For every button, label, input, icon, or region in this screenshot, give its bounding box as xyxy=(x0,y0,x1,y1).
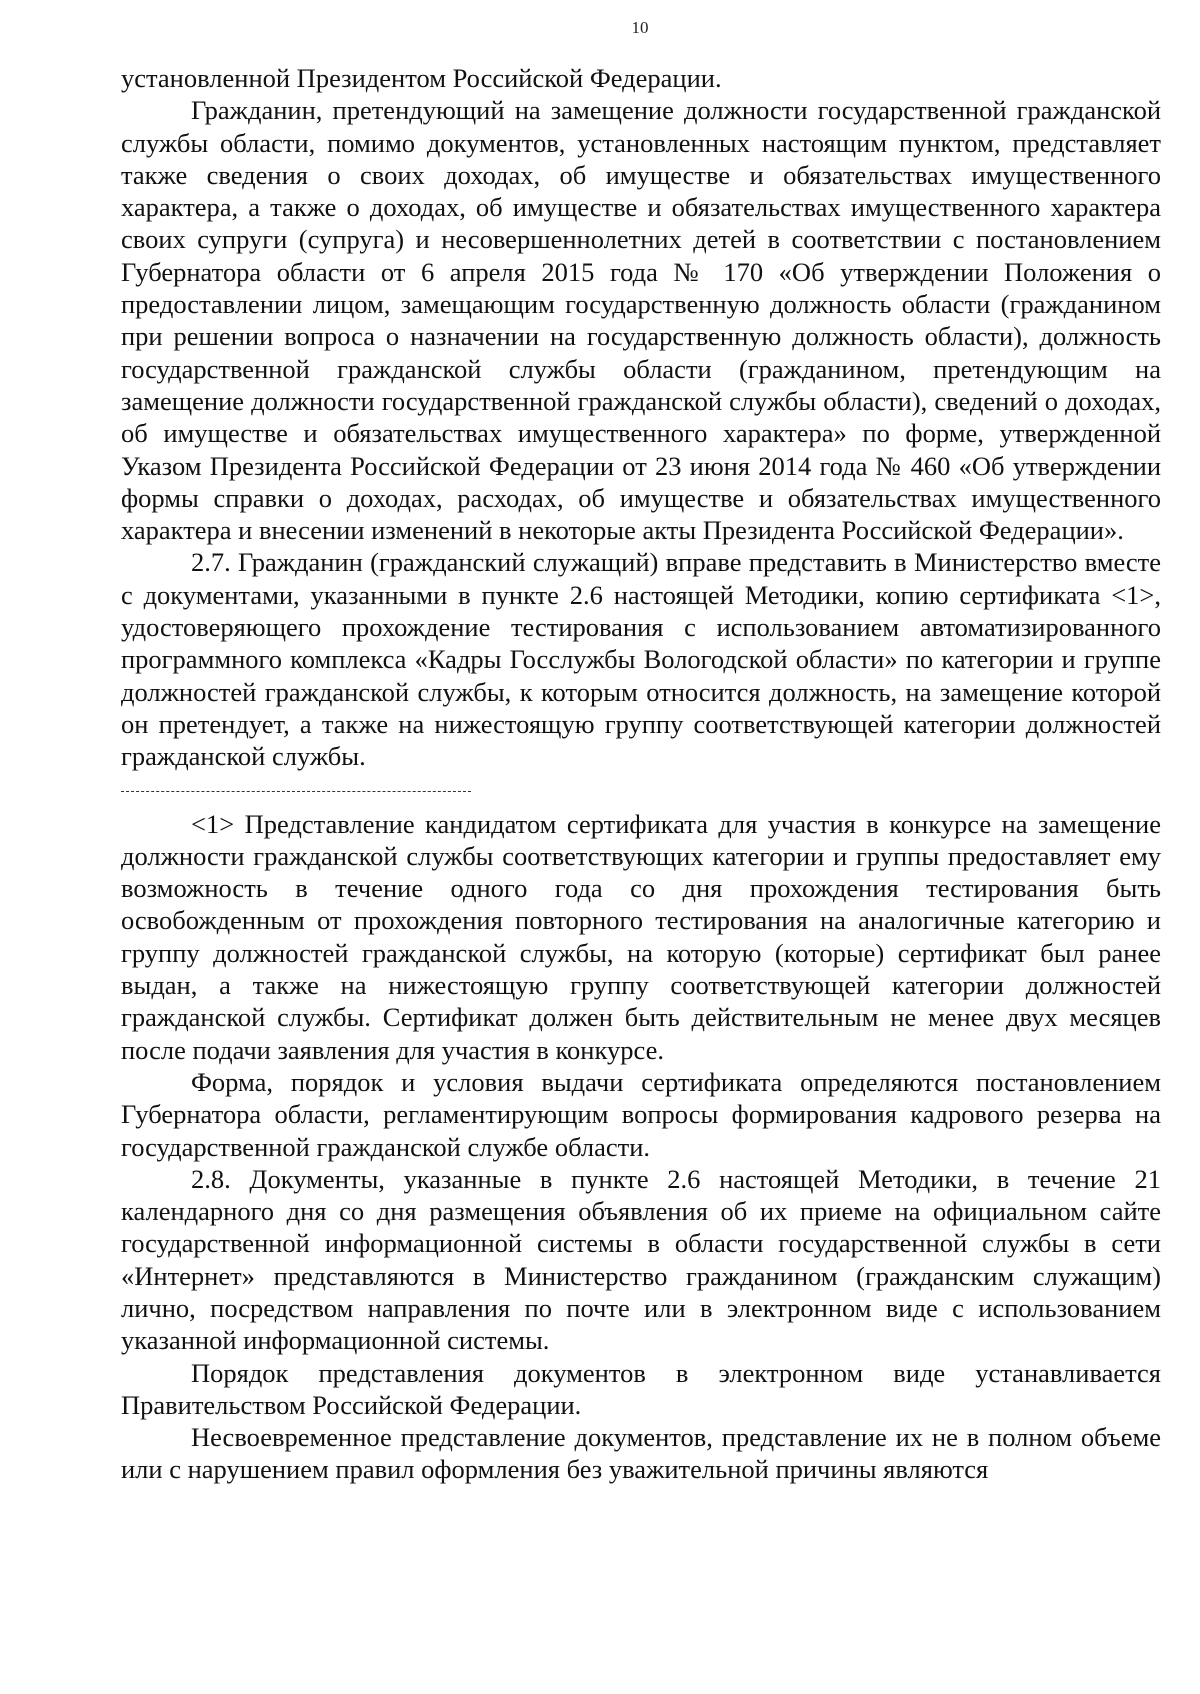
paragraph-2-8: 2.8. Документы, указанные в пункте 2.6 настоящей Методики, в течение 21 календарного дня со дня размещения объявления об их приеме на официальном сайте государственной информационной системы в области государственной службы в сети «Интернет» представляются в Министерство гражданином (гражданским служащим) лично, посредством направления по почте или в электронном виде с использованием указанной информационной системы. xyxy=(121,1163,1161,1356)
footnote xyxy=(121,808,1161,1066)
paragraph-electronic-submission: Порядок представления документов в электронном виде устанавливается Правительством Российской Федерации. xyxy=(121,1357,1161,1420)
paragraph-continuation: установленной Президентом Российской Федерации. xyxy=(121,63,722,93)
paragraph-2-7: 2.7. Гражданин (гражданский служащий) вправе представить в Министерство вместе с документами, указанными в пункте 2.6 настоящей Методики, копию сертификата <1>, удостоверяющего прохождение тестирования с использованием автоматизированного программного комплекса «Кадры Госслужбы Вологодской области» по категории и группе должностей гражданской службы, к которым относится должность, на замещение которой он претендует, а также на нижестоящую группу соответствующей категории должностей гражданской службы. xyxy=(121,547,1161,772)
paragraph-certificate-form: Форма, порядок и условия выдачи сертификата определяются постановлением Губернатора области, регламентирующим вопросы формирования кадрового резерва на государственной гражданской службе области. xyxy=(121,1066,1161,1162)
document-body xyxy=(121,62,1161,1486)
paragraph-late-submission: Несвоевременное представление документов, представление их не в полном объеме или с нарушением правил оформления без уважительной причины являются xyxy=(121,1422,1161,1485)
paragraph-income-disclosure: Гражданин, претендующий на замещение должности государственной гражданской службы области, помимо документов, установленных настоящим пунктом, представляет также сведения о своих доходах, об имуществе и обязательствах имущественного характера, а также о доходах, об имуществе и обязательствах имущественного характера своих супруги (супруга) и несовершеннолетних детей в соответствии с постановлением Губернатора области от 6 апреля 2015 года № 170 «Об утверждении Положения о предоставлении лицом, замещающим государственную должность области (гражданином при решении вопроса о назначении на государственную должность области), должность государственной гражданской службы области (гражданином, претендующим на замещение должности государственной гражданской службы области), сведений о доходах, об имуществе и обязательствах имущественного характера» по форме, утвержденной Указом Президента Российской Федерации от 23 июня 2014 года № 460 «Об утверждении формы справки о доходах, расходах, об имуществе и обязательствах имущественного характера и внесении изменений в некоторые акты Президента Российской Федерации». xyxy=(121,95,1161,546)
footnote-text: <1> Представление кандидатом сертификата для участия в конкурсе на замещение должности гражданской службы соответствующих категории и группы предоставляет ему возможность в течение одного года со дня прохождения тестирования быть освобожденным от прохождения повторного тестирования на аналогичные категорию и группу должностей гражданской службы, на которую (которые) сертификат был ранее выдан, а также на нижестоящую группу соответствующей категории должностей гражданской службы. Сертификат должен быть действительным не менее двух месяцев после подачи заявления для участия в конкурсе. xyxy=(121,808,1161,1065)
footnote-separator xyxy=(121,791,471,792)
page-number: 10 xyxy=(631,18,649,37)
